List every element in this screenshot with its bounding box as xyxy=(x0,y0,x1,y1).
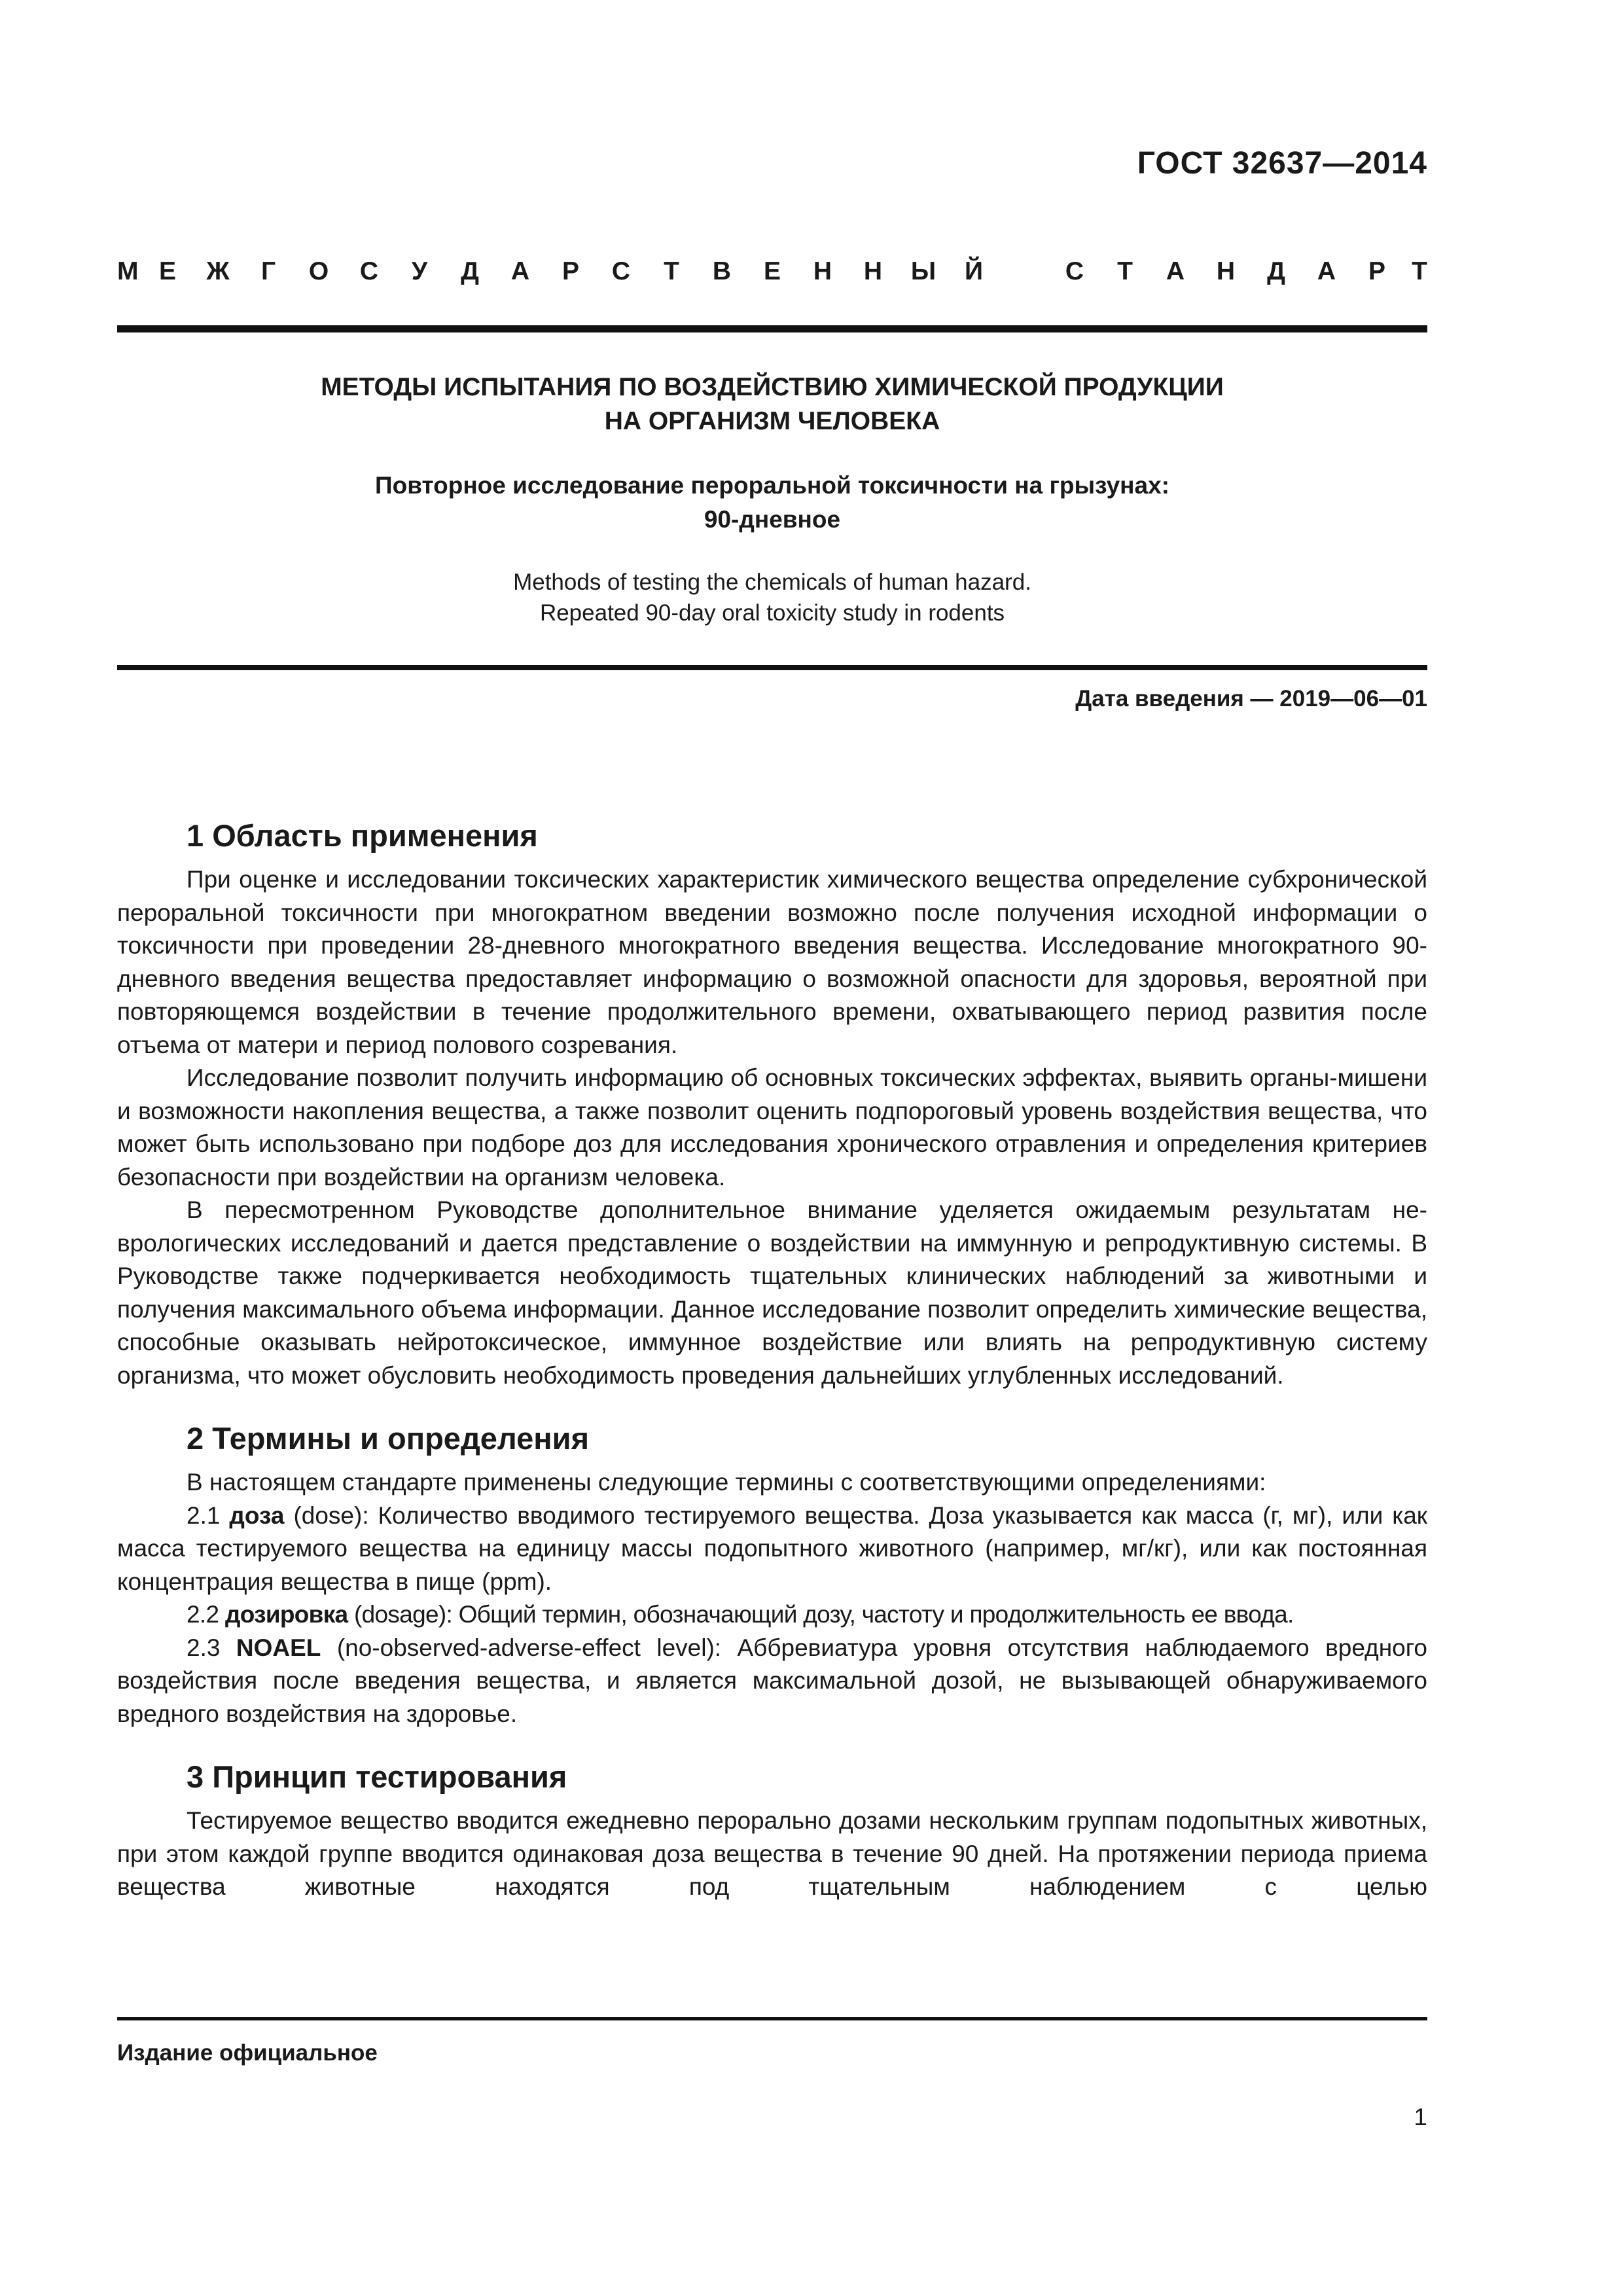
title-rule xyxy=(117,665,1427,670)
footer-rule xyxy=(117,2017,1427,2020)
standard-kind-letter: Т xyxy=(1412,257,1427,285)
standard-number: ГОСТ 32637—2014 xyxy=(1137,146,1427,181)
standard-kind-letter: Е xyxy=(158,257,177,285)
english-title-line-2: Repeated 90-day oral toxicity study in rodents xyxy=(539,600,1005,626)
section-1-heading: 1 Область применения xyxy=(187,818,538,853)
standard-kind-letter: С xyxy=(359,257,379,285)
term-2-1 xyxy=(117,1499,1427,1599)
document-page xyxy=(117,0,1427,2296)
document-subtitle xyxy=(117,469,1427,537)
standard-kind-letter: Д xyxy=(1267,257,1285,285)
standard-kind-letter: Т xyxy=(1117,257,1133,285)
header-rule xyxy=(117,325,1427,332)
term-2-1-definition: (dose): Количество вводимого тестируемого вещества. Доза указывается как масса (г, мг), или как масса тестируемого вещества на единицу массы подопытного животного (например, мг/кг), или как постоянная концентрация вещества в пище (ppm). xyxy=(117,1501,1427,1595)
official-edition-label: Издание официальное xyxy=(117,2040,378,2066)
standard-kind-letter: В xyxy=(712,257,732,285)
term-2-2-definition: (dosage): Общий термин, обозначающий дозу, частоту и продолжительность ее ввода. xyxy=(354,1601,1294,1628)
standard-kind-letter: М xyxy=(117,257,139,285)
document-title xyxy=(117,370,1427,439)
standard-kind-letter: Й xyxy=(964,257,984,285)
standard-kind-letter: О xyxy=(308,257,329,285)
standard-kind-letter: У xyxy=(411,257,428,285)
english-title-line-1: Methods of testing the chemicals of human hazard. xyxy=(513,569,1031,595)
standard-kind-letter: А xyxy=(1317,257,1336,285)
term-2-3-term: NOAEL xyxy=(236,1634,321,1661)
term-2-3-number: 2.3 xyxy=(187,1634,221,1661)
standard-kind-letter: Р xyxy=(1368,257,1386,285)
document-title-line-1: МЕТОДЫ ИСПЫТАНИЯ ПО ВОЗДЕЙСТВИЮ ХИМИЧЕСКОЙ ПРОДУКЦИИ xyxy=(321,373,1224,401)
standard-kind-letter: Н xyxy=(813,257,832,285)
section-1-paragraph-1: При оценке и исследовании токсических характеристик химического вещества определение субхронической пероральной токсичности при многократном введении возможно после получения исходной информации о токсичности при проведении 28-дневного многократного введения вещества. Исследование многократного 90-дневного введения вещества предоставляет информацию о возможной опасности для здоровья, вероятной при повторяющемся воздействии в течение продолжительного времени, охватывающего период развития после отъема от матери и период полового созревания. xyxy=(117,866,1427,1058)
standard-kind-letter: А xyxy=(1166,257,1185,285)
section-1-paragraph-3: В пересмотренном Руководстве дополнительное внимание уделяется ожидаемым результатам неврологических исследований и дается представление о воздействии на иммунную и репродуктивную системы. В Руководстве также подчеркивается необходимость тщательных клинических наблюдений за животными и получения максимального объема информации. Данное исследование позволит определить химические вещества, способные оказывать нейротоксическое, иммунное воздействие или влиять на репродуктивную систему организма, что может обусловить необходимость проведения дальнейших углубленных исследований. xyxy=(117,1196,1427,1389)
section-3-paragraph-1: Тестируемое вещество вводится ежедневно перорально дозами нескольким группам подопытных животных, при этом каждой группе вводится одинаковая доза вещества в течение 90 дней. На протяжении периода приема вещества животные находятся под тщательным наблюдением с целью xyxy=(117,1807,1427,1900)
document-subtitle-line-2: 90-дневное xyxy=(704,506,841,533)
english-title xyxy=(117,567,1427,628)
term-2-3 xyxy=(117,1632,1427,1731)
term-2-2 xyxy=(117,1598,1427,1632)
page-number: 1 xyxy=(1414,2104,1427,2130)
document-subtitle-line-1: Повторное исследование пероральной токсичности на грызунах: xyxy=(375,472,1169,499)
term-2-1-number: 2.1 xyxy=(187,1501,221,1529)
standard-kind-letter: Ж xyxy=(206,257,230,285)
standard-kind-letter: С xyxy=(611,257,631,285)
standard-kind-letter: Д xyxy=(461,257,479,285)
term-2-2-term: дозировка xyxy=(224,1601,348,1628)
standard-kind-letter: Н xyxy=(1216,257,1236,285)
introduction-date: Дата введения — 2019—06—01 xyxy=(1075,686,1427,711)
standard-kind-letter: Н xyxy=(863,257,883,285)
document-body xyxy=(117,816,1427,1904)
term-2-1-term: доза xyxy=(229,1501,285,1529)
standard-kind-letter: Р xyxy=(562,257,580,285)
document-title-line-2: НА ОРГАНИЗМ ЧЕЛОВЕКА xyxy=(604,407,940,435)
standard-kind-letter: А xyxy=(510,257,530,285)
standard-kind-letter: Т xyxy=(664,257,679,285)
section-2-intro: В настоящем стандарте применены следующие термины с соответствующими определениями: xyxy=(187,1469,1266,1496)
section-1-paragraph-2: Исследование позволит получить информацию об основных токсических эффектах, выявить органы-мишени и возможности накопления вещества, а также позволит оценить подпороговый уровень воздействия вещества, что может быть использовано при подборе доз для исследования хронического отравления и определения критериев безопасности при воздействии на организм человека. xyxy=(117,1064,1427,1191)
term-2-2-number: 2.2 xyxy=(187,1601,219,1628)
standard-kind-letter: С xyxy=(1065,257,1084,285)
standard-kind-letter: Г xyxy=(260,257,276,285)
standard-kind-letter: Е xyxy=(763,257,781,285)
standard-kind-letter: Ы xyxy=(910,257,936,285)
section-2-heading: 2 Термины и определения xyxy=(187,1421,589,1456)
term-2-3-definition: (no-observed-adverse-effect level): Аббревиатура уровня отсутствия наблюдаемого вредного воздействия после введения вещества, и является максимальной дозой, не вызывающей обнаруживаемого вредного воздействия на здоровье. xyxy=(117,1634,1428,1727)
section-3-heading: 3 Принцип тестирования xyxy=(187,1759,567,1794)
